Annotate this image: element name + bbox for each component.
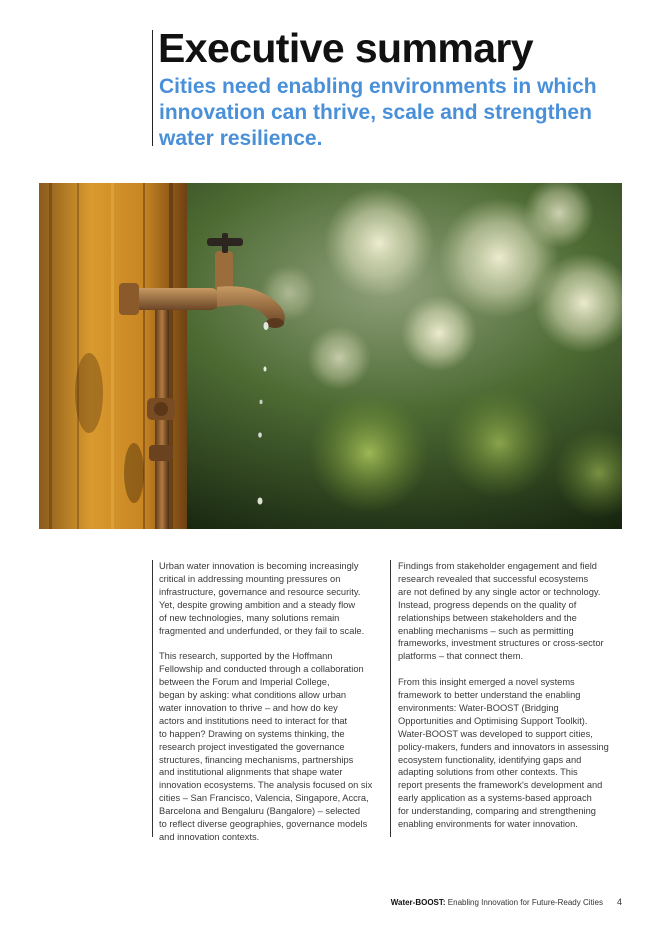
page-footer <box>391 897 622 907</box>
body-left-column <box>159 560 381 857</box>
hero-photo-graphic <box>39 183 622 529</box>
body-paragraph: Findings from stakeholder engagement and field research revealed that successful ecosystems are not defined by any single actor or technology. Instead, progress depends on the quality of relationships between stakeholders and the enabling mechanisms – such as permitting frameworks, investment structures or cross-sector platforms – that connect them. <box>398 561 604 662</box>
header-rule <box>152 30 153 146</box>
page-subtitle: Cities need enabling environments in which innovation can thrive, scale and strengthen water resilience. <box>159 75 597 150</box>
body-paragraph: Urban water innovation is becoming increasingly critical in addressing mounting pressures on infrastructure, governance and resource security. Yet, despite growing ambition and a steady flow of new technologies, many solutions remain fragmented and underfunded, or they fail to scale. <box>159 561 365 636</box>
left-column-rule <box>152 560 153 837</box>
footer-brand: Water-BOOST: <box>390 898 446 907</box>
body-paragraph: This research, supported by the Hoffmann Fellowship and conducted through a collaboration between the Forum and Imperial College, began by asking: what conditions allow urban water innovation to thrive – and how do key actors and institutions need to interact for that to happen? Drawing on systems thinking, the research project investigated the governance structures, financing mechanisms, partnerships and institutional alignments that shape water innovation ecosystems. The analysis focused on six cities – San Francisco, Valencia, Singapore, Accra, Barcelona and Bengaluru (Bangalore) – selected to reflect diverse geographies, governance models and innovation contexts. <box>159 651 373 843</box>
page-title: Executive summary <box>158 25 533 71</box>
right-column-rule <box>390 560 391 837</box>
footer-title: Enabling Innovation for Future-Ready Cities <box>445 898 603 907</box>
body-paragraph: From this insight emerged a novel systems framework to better understand the enabling environments: Water-BOOST (Bridging Opportunities and Optimising Support Toolkit). Water-BOOST was developed to support cities, policy-makers, funders and innovators in assessing ecosystem functionality, identifying gaps and adapting solutions from other contexts. This report presents the framework's development and early application as a systems-based approach for understanding, comparing and strengthening enabling environments for water innovation. <box>398 677 609 830</box>
body-right-column <box>398 560 620 844</box>
hero-photo <box>39 183 622 529</box>
page-number: 4 <box>616 897 622 907</box>
